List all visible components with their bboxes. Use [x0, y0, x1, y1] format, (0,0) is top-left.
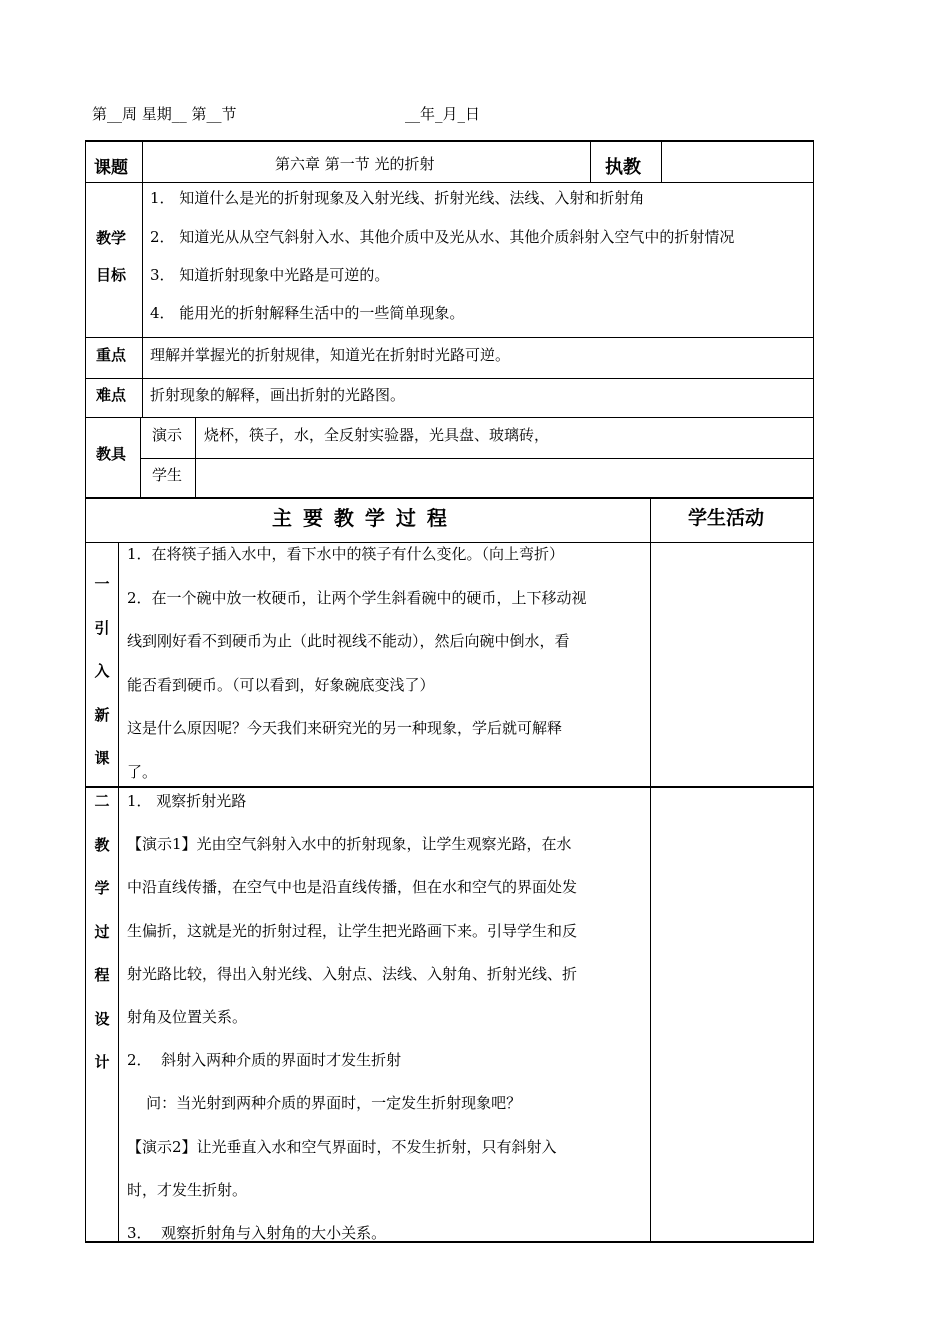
section-2-content — [127, 780, 645, 1255]
goals-label-2: 目标 — [96, 266, 127, 284]
student-activity-title: 学生活动 — [688, 507, 765, 529]
goal-item: 4． 能用光的折射解释生活中的一些简单现象。 — [150, 304, 465, 322]
goals-label-1: 教学 — [96, 229, 127, 247]
paragraph-line: 能否看到硬币。（可以看到，好象碗底变浅了） — [127, 675, 435, 694]
paragraph-line: 生偏折，这就是光的折射过程，让学生把光路画下来。引导学生和反 — [127, 921, 578, 940]
demo-tools: 烧杯，筷子，水，全反射实验器，光具盘、玻璃砖， — [204, 426, 550, 444]
process-title: 主 要 教 学 过 程 — [272, 506, 449, 530]
section-2-label: 二 教 学 过 程 设 计 — [94, 792, 110, 1071]
difficulty-label: 难点 — [96, 386, 127, 404]
topic-label: 课题 — [94, 158, 128, 178]
paragraph-line: 线到刚好看不到硬币为止（此时视线不能动），然后向碗中倒水，看 — [127, 632, 570, 650]
student-label: 学生 — [152, 466, 183, 484]
header-date: __年_月_日 — [405, 105, 481, 123]
goal-item: 2． 知道光从从空气斜射入水、其他介质中及光从水、其他介质斜射入空气中的折射情况 — [150, 228, 735, 246]
teacher-label: 执教 — [605, 157, 641, 178]
goal-item: 1． 知道什么是光的折射现象及入射光线、折射光线、法线、入射和折射角 — [150, 189, 645, 207]
topic-value: 第六章 第一节 光的折射 — [275, 155, 435, 173]
paragraph-line: 射光路比较，得出入射光线、入射点、法线、入射角、折射光线、折 — [127, 964, 578, 983]
goal-item: 3． 知道折射现象中光路是可逆的。 — [150, 266, 390, 284]
paragraph-line: 1． 观察折射光路 — [127, 792, 247, 810]
paragraph-line: 2． 斜射入两种介质的界面时才发生折射 — [127, 1051, 402, 1070]
header-week-period: 第__周 星期__ 第__节 — [92, 105, 237, 123]
paragraph-line: 【演示1】光由空气斜射入水中的折射现象，让学生观察光路，在水 — [127, 835, 572, 854]
paragraph-line: 问：当光射到两种介质的界面时，一定发生折射现象吧？ — [127, 1094, 522, 1113]
paragraph-line: 时，才发生折射。 — [127, 1180, 248, 1199]
paragraph-line: 2．在一个碗中放一枚硬币，让两个学生斜看碗中的硬币，上下移动视 — [127, 588, 587, 607]
key-point-label: 重点 — [96, 346, 127, 364]
demo-label: 演示 — [152, 426, 183, 444]
difficulty-value: 折射现象的解释，画出折射的光路图。 — [150, 386, 406, 404]
section-1-label: 一 引 入 新 课 — [94, 575, 110, 767]
paragraph-line: 中沿直线传播，在空气中也是沿直线传播，但在水和空气的界面处发 — [127, 878, 578, 897]
paragraph-line: 3． 观察折射角与入射角的大小关系。 — [127, 1224, 387, 1243]
tools-label: 教具 — [96, 445, 127, 463]
paragraph-line: 【演示2】让光垂直入水和空气界面时，不发生折射，只有斜射入 — [127, 1137, 557, 1156]
paragraph-line: 射角及位置关系。 — [127, 1008, 248, 1027]
paragraph-line: 了。 — [127, 762, 158, 781]
paragraph-line: 1．在将筷子插入水中，看下水中的筷子有什么变化。（向上弯折） — [127, 545, 565, 563]
key-point-value: 理解并掌握光的折射规律，知道光在折射时光路可逆。 — [150, 346, 511, 364]
paragraph-line: 这是什么原因呢？今天我们来研究光的另一种现象，学后就可解释 — [127, 719, 563, 737]
section-1-content — [127, 533, 645, 794]
